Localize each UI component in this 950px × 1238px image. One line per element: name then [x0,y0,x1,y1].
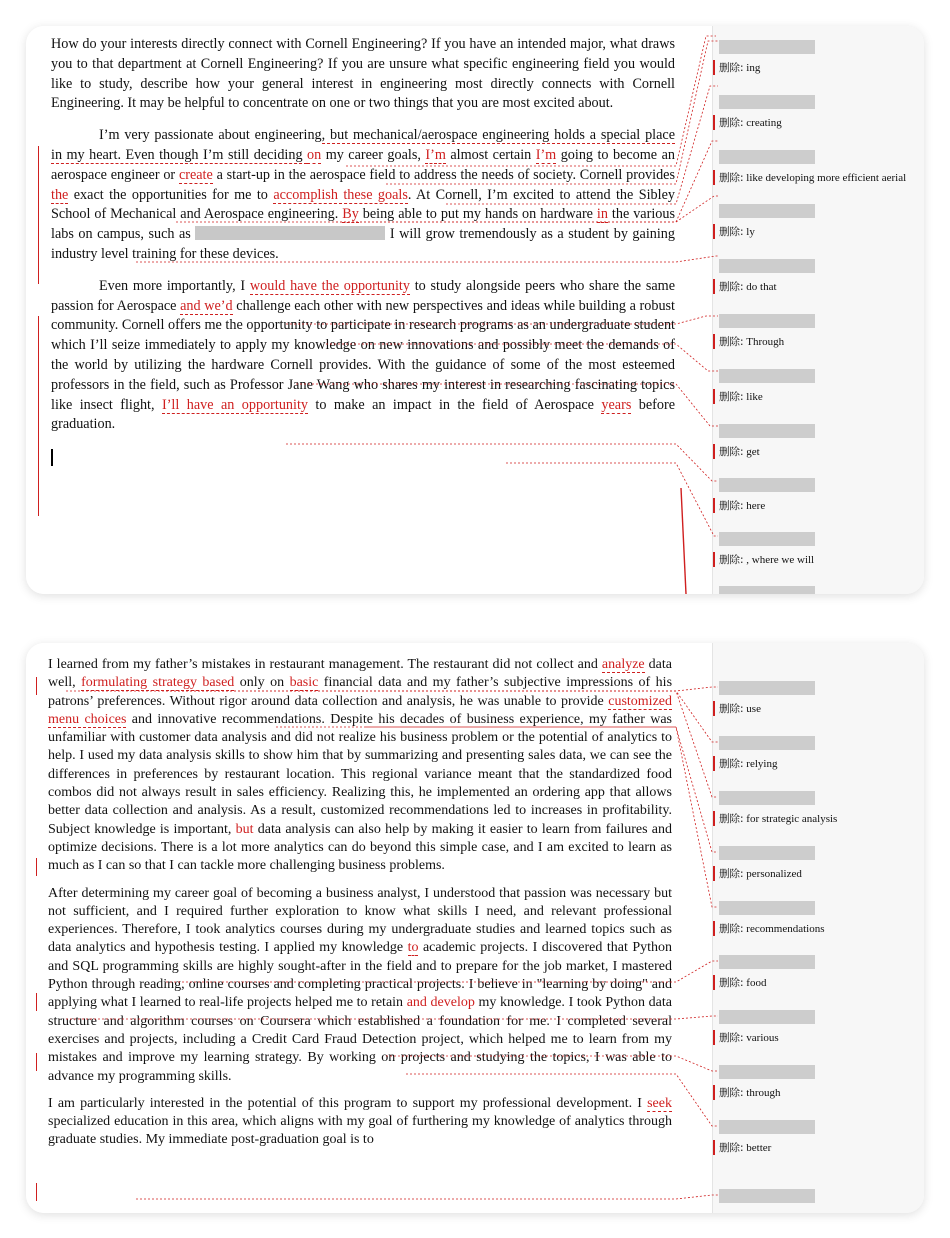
revision-comment[interactable]: 删除: various [719,1010,919,1045]
change-bar [36,858,37,876]
comment-margin-2[interactable] [712,643,924,1213]
revision-comment[interactable]: 删除: through [719,1065,919,1100]
revision-comment[interactable]: 删除: like developing more efficient aerial [719,150,919,185]
revision-comment[interactable]: 删除: use [719,681,919,716]
revision-comment[interactable]: 删除: get [719,424,919,459]
change-bar [36,1053,37,1071]
comment-margin-1[interactable] [712,26,924,594]
revision-comment[interactable] [719,586,919,594]
essay-paragraph-3: I am particularly interested in the potential of this program to support my professional development. I seek specialized education in this area, which aligns with my goal of furthering my knowledge of analytics through graduate studies. My immediate post-graduation goal is to [48,1095,672,1148]
change-bar [36,1183,37,1201]
revision-comment[interactable]: 删除: better [719,1120,919,1155]
revision-comment[interactable]: 删除: personalized [719,846,919,881]
change-bar [38,146,39,284]
revision-comment[interactable]: 删除: Through [719,314,919,349]
document-view-2 [26,643,924,1213]
revision-comment[interactable]: 删除: food [719,955,919,990]
revision-comment[interactable]: 删除: ing [719,40,919,75]
essay-paragraph-1: I learned from my father’s mistakes in restaurant management. The restaurant did not collect and analyze data well, formulating strategy based only on basic financial data and my father’s subjective impressions of his patrons’ preferences. Without rigor around data collection and analysis, he was unable to provide customized menu choices and innovative recommendations. Despite his decades of business experience, my father was unfamiliar with customer data analysis and did not realize his business problem or the potential of analytics to help. I used my data analysis skills to show him that by summarizing and presenting sales data, we can see the differences in preferences by restaurant location. This regional variance meant that the standardized food combos did not always result in sales efficiency. Realizing this, he implemented an ordering app that allows better data collection and analysis. As a result, customized recommendations led to increases in profitability. Subject knowledge is important, but data analysis can also help by making it easier to learn from failures and optimize decisions. There is a lot more analytics can do beyond this simple case, and I am excited to learn as much as I can so that I can tackle more challenging business problems. [48,657,673,874]
essay-paragraph-2: Even more importantly, I would have the opportunity to study alongside peers who share the same passion for Aerospace and we’d challenge each other with new perspectives and ideas while building a robust community. Cornell offers me the opportunity to participate in research programs as an undergraduate student which I’ll seize immediately to apply my knowledge on new innovations and possibly meet the demands of the world by utilizing the hardware Cornell provides. With the guidance of some of the most esteemed professors in the field, such as Professor Jane Wang who shares my interest in researching fascinating topics like insect flight, I’ll have an opportunity to make an impact in the field of Aerospace years before graduation. [51,277,676,433]
revision-comment[interactable]: 删除: relying [719,736,919,771]
document-page-1 [26,26,712,594]
revision-comment[interactable]: 删除: here [719,478,919,513]
revision-comment[interactable]: 删除: like [719,369,919,404]
revision-comment[interactable]: 删除: do that [719,259,919,294]
revision-comment[interactable]: 删除: ly [719,204,919,239]
change-bar [36,677,37,695]
revision-comment[interactable]: 删除: recommendations [719,901,919,936]
revision-comment[interactable]: 删除: creating [719,95,919,130]
revision-comment[interactable]: 删除: , where we will [719,532,919,567]
change-bar [38,316,39,516]
document-text-1[interactable] [51,35,675,473]
document-page-2 [26,643,712,1213]
change-bar [36,993,37,1011]
revision-comment[interactable]: 删除: for strategic analysis [719,791,919,826]
prompt-paragraph: How do your interests directly connect with Cornell Engineering? If you have an intended major, what draws you to that department at Cornell Engineering? If you are unsure what specific engineering field you would like to study, describe how your general interest in engineering most directly connects with Cornell Engineering. It may be helpful to concentrate on one or two things that you are most excited about. [51,36,675,112]
revision-comment[interactable] [719,1189,919,1203]
document-text-2[interactable] [48,656,672,1159]
text-cursor [51,449,53,466]
redacted-text [195,226,385,240]
document-view-1 [26,26,924,594]
essay-paragraph-1: I’m very passionate about engineering, but mechanical/aerospace engineering holds a special place in my heart. Even though I’m still deciding on my career goals, I’m almost certain I’m going to become an aerospace engineer or create a start-up in the aerospace field to address the needs of society. Cornell provides the exact the opportunities for me to accomplish these goals. At Cornell, I’m excited to attend the Sibley School of Mechanical and Aerospace engineering. By being able to put my hands on hardware in the various labs on campus, such as I will grow tremendously as a student by gaining industry level training for these devices. [51,127,675,262]
essay-paragraph-2: After determining my career goal of becoming a business analyst, I understood that passion was necessary but not sufficient, and I required further exploration to know what skills I need, and relevant professional experiences. Therefore, I took analytics courses during my undergraduate studies and learned topics such as data analytics and hypothesis testing. I applied my knowledge to academic projects. I discovered that Python and SQL programming skills are highly sought-after in the field and to prepare for the job market, I mastered Python through reading, online courses and completing practical projects. I believe in "learning by doing" and applying what I learned to real-life projects helped me to retain and develop my knowledge. I took Python data structure and algorithm courses on Coursera which established a foundation for me. I completed several exercises and projects, including a Credit Card Fraud Detection project, which helped me to learn from my mistakes and improve my learning strategy. By working on projects and studying the topics, I was able to advance my programming skills. [48,885,673,1084]
